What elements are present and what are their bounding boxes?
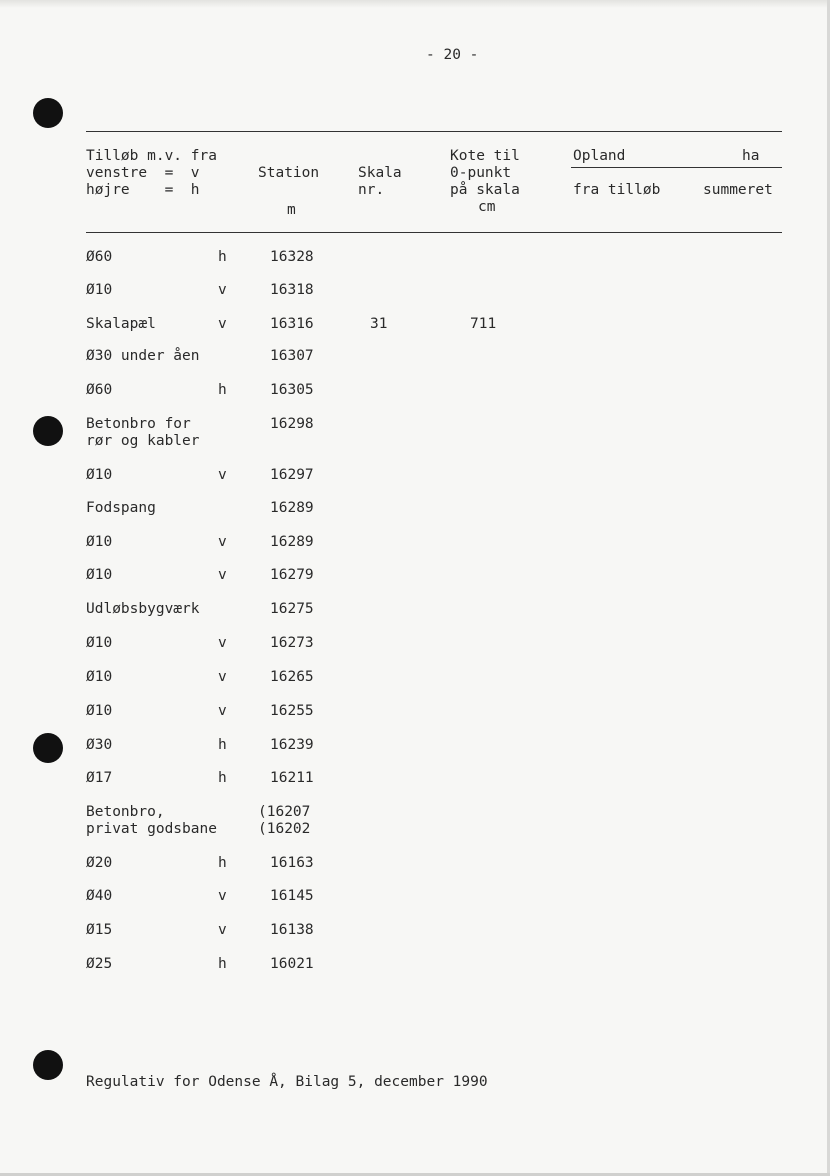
row-name: Ø10	[86, 669, 113, 685]
row-name: Ø15	[86, 922, 113, 938]
opland-underline	[571, 167, 782, 168]
row-side: v	[218, 316, 227, 332]
row-station: 16138	[270, 922, 314, 938]
row-side: h	[218, 382, 227, 398]
row-station: 16305	[270, 382, 314, 398]
row-kote: 711	[470, 316, 497, 332]
row-station: 16298	[270, 416, 314, 432]
row-name: Ø20	[86, 855, 113, 871]
row-name: Ø10	[86, 534, 113, 550]
row-name: Ø10	[86, 567, 113, 583]
header-top-rule	[86, 131, 782, 132]
row-station: 16211	[270, 770, 314, 786]
header-bottom-rule	[86, 232, 782, 233]
header-col-tilloeb-line2: venstre = v	[86, 165, 200, 181]
row-side: v	[218, 567, 227, 583]
header-col-station-unit: m	[287, 202, 296, 218]
row-station: 16318	[270, 282, 314, 298]
row-station: 16307	[270, 348, 314, 364]
header-col-kote-line2: 0-punkt	[450, 165, 512, 181]
row-name: Ø60	[86, 249, 113, 265]
row-station: 16265	[270, 669, 314, 685]
row-side: h	[218, 737, 227, 753]
row-station: 16145	[270, 888, 314, 904]
row-name: Betonbro for rør og kabler	[86, 416, 200, 449]
row-side: v	[218, 534, 227, 550]
row-station: 16273	[270, 635, 314, 651]
row-side: h	[218, 249, 227, 265]
header-col-opland-unit: ha	[742, 148, 760, 164]
row-station: (16207 (16202	[258, 804, 311, 837]
footer-text: Regulativ for Odense Å, Bilag 5, december 1990	[86, 1074, 488, 1090]
row-name: Ø40	[86, 888, 113, 904]
row-side: v	[218, 703, 227, 719]
row-name: Ø30	[86, 737, 113, 753]
header-col-kote-line3: på skala	[450, 182, 520, 198]
row-name: Ø10	[86, 282, 113, 298]
header-col-station: Station	[258, 165, 320, 181]
punch-hole-3	[33, 733, 63, 763]
header-col-opland: Opland	[573, 148, 626, 164]
row-station: 16289	[270, 534, 314, 550]
row-name: Ø10	[86, 467, 113, 483]
punch-hole-4	[33, 1050, 63, 1080]
row-station: 16279	[270, 567, 314, 583]
row-side: v	[218, 888, 227, 904]
row-name: Betonbro, privat godsbane	[86, 804, 217, 837]
row-station: 16275	[270, 601, 314, 617]
header-col-kote-line1: Kote til	[450, 148, 520, 164]
header-col-summeret: summeret	[703, 182, 773, 198]
row-name: Ø10	[86, 635, 113, 651]
header-col-fra-tilloeb: fra tilløb	[573, 182, 661, 198]
row-name: Ø25	[86, 956, 113, 972]
scan-top-edge	[0, 0, 830, 8]
row-station: 16255	[270, 703, 314, 719]
row-name: Udløbsbygværk	[86, 601, 200, 617]
row-side: v	[218, 669, 227, 685]
row-station: 16289	[270, 500, 314, 516]
page-number: - 20 -	[426, 47, 479, 63]
header-col-skala: Skala	[358, 165, 402, 181]
row-station: 16328	[270, 249, 314, 265]
row-station: 16163	[270, 855, 314, 871]
header-col-tilloeb-line1: Tilløb m.v. fra	[86, 148, 217, 164]
row-name: Fodspang	[86, 500, 156, 516]
header-col-skala-nr: nr.	[358, 182, 385, 198]
header-col-kote-unit: cm	[478, 199, 496, 215]
row-side: v	[218, 282, 227, 298]
row-name: Ø60	[86, 382, 113, 398]
row-name: Skalapæl	[86, 316, 156, 332]
row-side: h	[218, 855, 227, 871]
header-col-tilloeb-line3: højre = h	[86, 182, 200, 198]
row-name: Ø17	[86, 770, 113, 786]
row-side: v	[218, 922, 227, 938]
row-skala: 31	[370, 316, 388, 332]
row-station: 16021	[270, 956, 314, 972]
punch-hole-1	[33, 98, 63, 128]
row-side: h	[218, 956, 227, 972]
row-side: h	[218, 770, 227, 786]
row-side: v	[218, 467, 227, 483]
row-name: Ø10	[86, 703, 113, 719]
row-station: 16316	[270, 316, 314, 332]
row-station: 16297	[270, 467, 314, 483]
punch-hole-2	[33, 416, 63, 446]
row-side: v	[218, 635, 227, 651]
row-name: Ø30 under åen	[86, 348, 200, 364]
row-station: 16239	[270, 737, 314, 753]
